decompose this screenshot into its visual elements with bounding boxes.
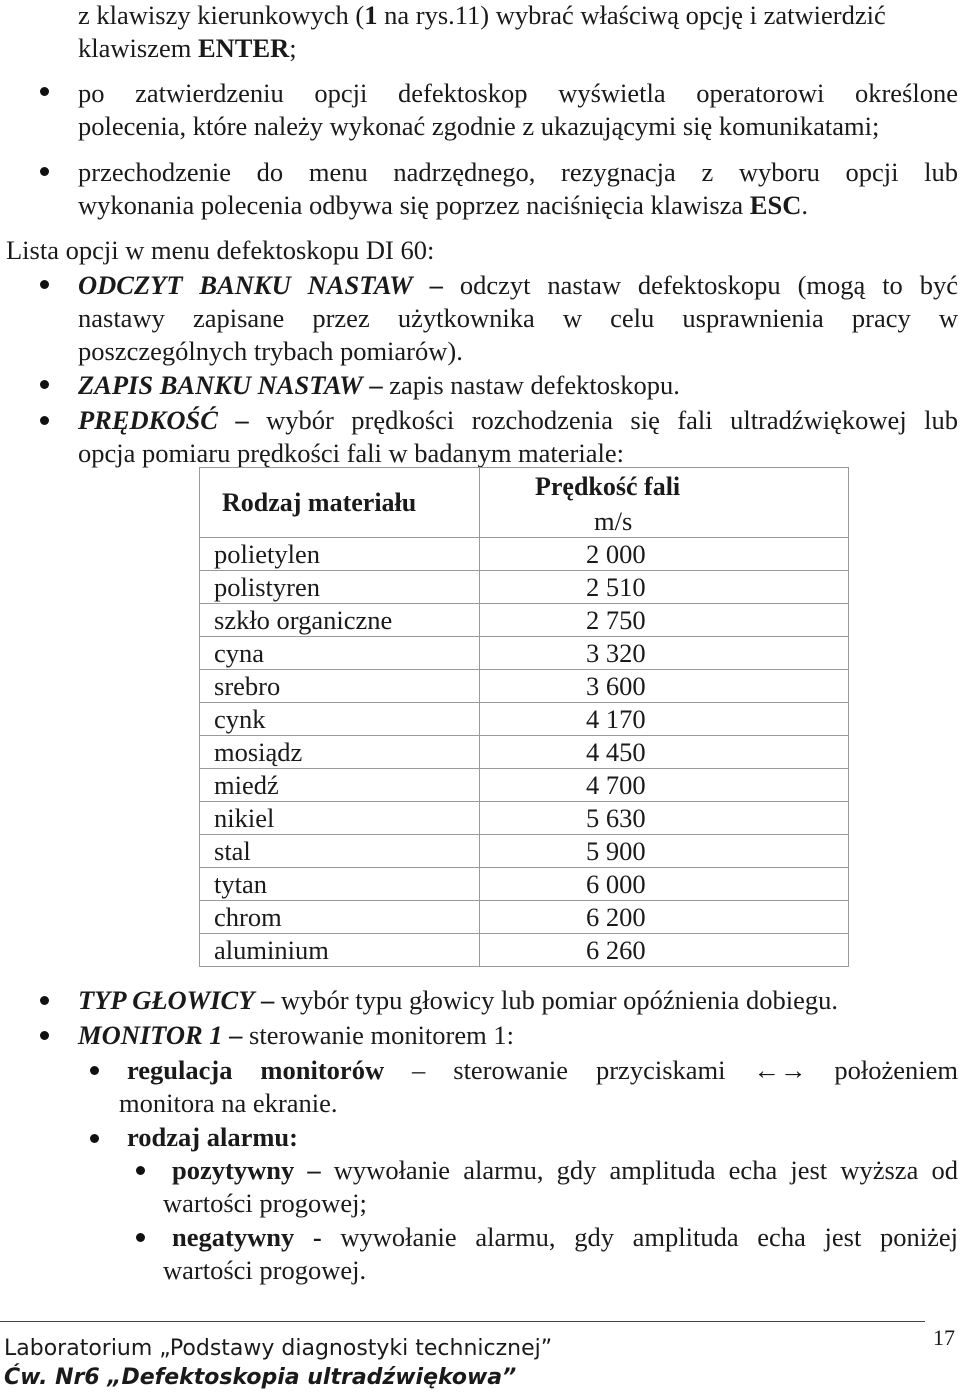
bullet-icon [40, 1031, 49, 1040]
bullet-icon [40, 280, 49, 289]
alarm-text: wartości progowej; [163, 1188, 367, 1218]
table-row [200, 703, 849, 736]
material-cell: polistyren [200, 571, 480, 604]
table-row [200, 736, 849, 769]
table-row [200, 538, 849, 571]
intro-line-2: klawiszem ENTER; [78, 33, 297, 63]
alarm-negatywny: negatywny - wywołanie alarmu, gdy amplituda echa jest poniżej [172, 1222, 958, 1252]
speed-cell: 6 260 [480, 934, 849, 967]
material-cell: cynk [200, 703, 480, 736]
monitor-text: monitora na ekranie. [119, 1088, 338, 1118]
option-text: nastawy zapisane przez użytkownika w celu usprawnienia pracy w [78, 303, 958, 333]
speed-cell: 2 510 [480, 571, 849, 604]
bullet-text: polecenia, które należy wykonać zgodnie z ukazującymi się komunikatami; [78, 111, 880, 141]
bullet-icon [136, 1233, 145, 1242]
bullet-text: po zatwierdzeniu opcji defektoskop wyświetla operatorowi określone [78, 78, 958, 108]
bullet-icon [90, 1066, 99, 1075]
material-cell: srebro [200, 670, 480, 703]
material-cell: polietylen [200, 538, 480, 571]
speed-cell: 2 000 [480, 538, 849, 571]
table-row [200, 868, 849, 901]
material-cell: aluminium [200, 934, 480, 967]
monitor-regulacja: regulacja monitorów – sterowanie przyciskami ←→ położeniem [127, 1055, 959, 1085]
speed-cell: 5 630 [480, 802, 849, 835]
speed-table [199, 467, 849, 967]
option-text: opcja pomiaru prędkości fali w badanym materiale: [78, 438, 624, 468]
bullet-text: przechodzenie do menu nadrzędnego, rezygnacja z wyboru opcji lub [78, 157, 958, 187]
table-row [200, 802, 849, 835]
table-row [200, 637, 849, 670]
material-cell: nikiel [200, 802, 480, 835]
bullet-icon [40, 996, 49, 1005]
speed-cell: 6 200 [480, 901, 849, 934]
speed-cell: 3 600 [480, 670, 849, 703]
monitor-alarm: rodzaj alarmu: [127, 1122, 298, 1152]
intro-line-1: z klawiszy kierunkowych (1 na rys.11) wybrać właściwą opcję i zatwierdzić [78, 0, 886, 30]
bullet-icon [40, 87, 49, 96]
option-zapis: ZAPIS BANKU NASTAW – zapis nastaw defektoskopu. [78, 370, 680, 400]
material-cell: cyna [200, 637, 480, 670]
material-cell: stal [200, 835, 480, 868]
speed-cell: 2 750 [480, 604, 849, 637]
speed-cell: 6 000 [480, 868, 849, 901]
table-row [200, 571, 849, 604]
material-cell: mosiądz [200, 736, 480, 769]
speed-cell: 5 900 [480, 835, 849, 868]
arrows-icon: ←→ [753, 1055, 807, 1085]
material-cell: szkło organiczne [200, 604, 480, 637]
table-row [200, 901, 849, 934]
header-speed: Prędkość fali [480, 468, 849, 506]
option-text: poszczególnych trybach pomiarów). [78, 336, 463, 366]
alarm-pozytywny: pozytywny – wywołanie alarmu, gdy amplituda echa jest wyższa od [172, 1155, 958, 1185]
speed-cell: 3 320 [480, 637, 849, 670]
option-odczyt: ODCZYT BANKU NASTAW – odczyt nastaw defektoskopu (mogą to być [78, 270, 958, 300]
table-header-row [200, 468, 849, 506]
bullet-text: wykonania polecenia odbywa się poprzez naciśnięcia klawisza ESC. [78, 190, 808, 220]
page-number: 17 [933, 1325, 955, 1350]
footer-line-1: Laboratorium „Podstawy diagnostyki technicznej” [4, 1336, 553, 1361]
table-row [200, 835, 849, 868]
bullet-icon [40, 380, 49, 389]
speed-cell: 4 450 [480, 736, 849, 769]
list-heading: Lista opcji w menu defektoskopu DI 60: [6, 235, 435, 265]
table-row [200, 769, 849, 802]
footer-rule [0, 1321, 925, 1322]
header-material: Rodzaj materiału [200, 468, 480, 538]
alarm-text: wartości progowej. [163, 1255, 367, 1285]
bullet-icon [136, 1166, 145, 1175]
header-unit: m/s [480, 505, 849, 538]
material-cell: chrom [200, 901, 480, 934]
table-row [200, 934, 849, 967]
option-typ-glowicy: TYP GŁOWICY – wybór typu głowicy lub pomiar opóźnienia dobiegu. [78, 985, 839, 1015]
speed-cell: 4 700 [480, 769, 849, 802]
bullet-icon [40, 167, 49, 176]
footer-line-2: Ćw. Nr6 „Defektoskopia ultradźwiękowa” [4, 1365, 517, 1390]
bullet-icon [90, 1134, 99, 1143]
option-predkosc: PRĘDKOŚĆ – wybór prędkości rozchodzenia się fali ultradźwiękowej lub [78, 405, 959, 435]
bullet-icon [40, 416, 49, 425]
table-row [200, 604, 849, 637]
material-cell: miedź [200, 769, 480, 802]
speed-cell: 4 170 [480, 703, 849, 736]
table-row [200, 670, 849, 703]
option-monitor: MONITOR 1 – sterowanie monitorem 1: [78, 1020, 514, 1050]
material-cell: tytan [200, 868, 480, 901]
